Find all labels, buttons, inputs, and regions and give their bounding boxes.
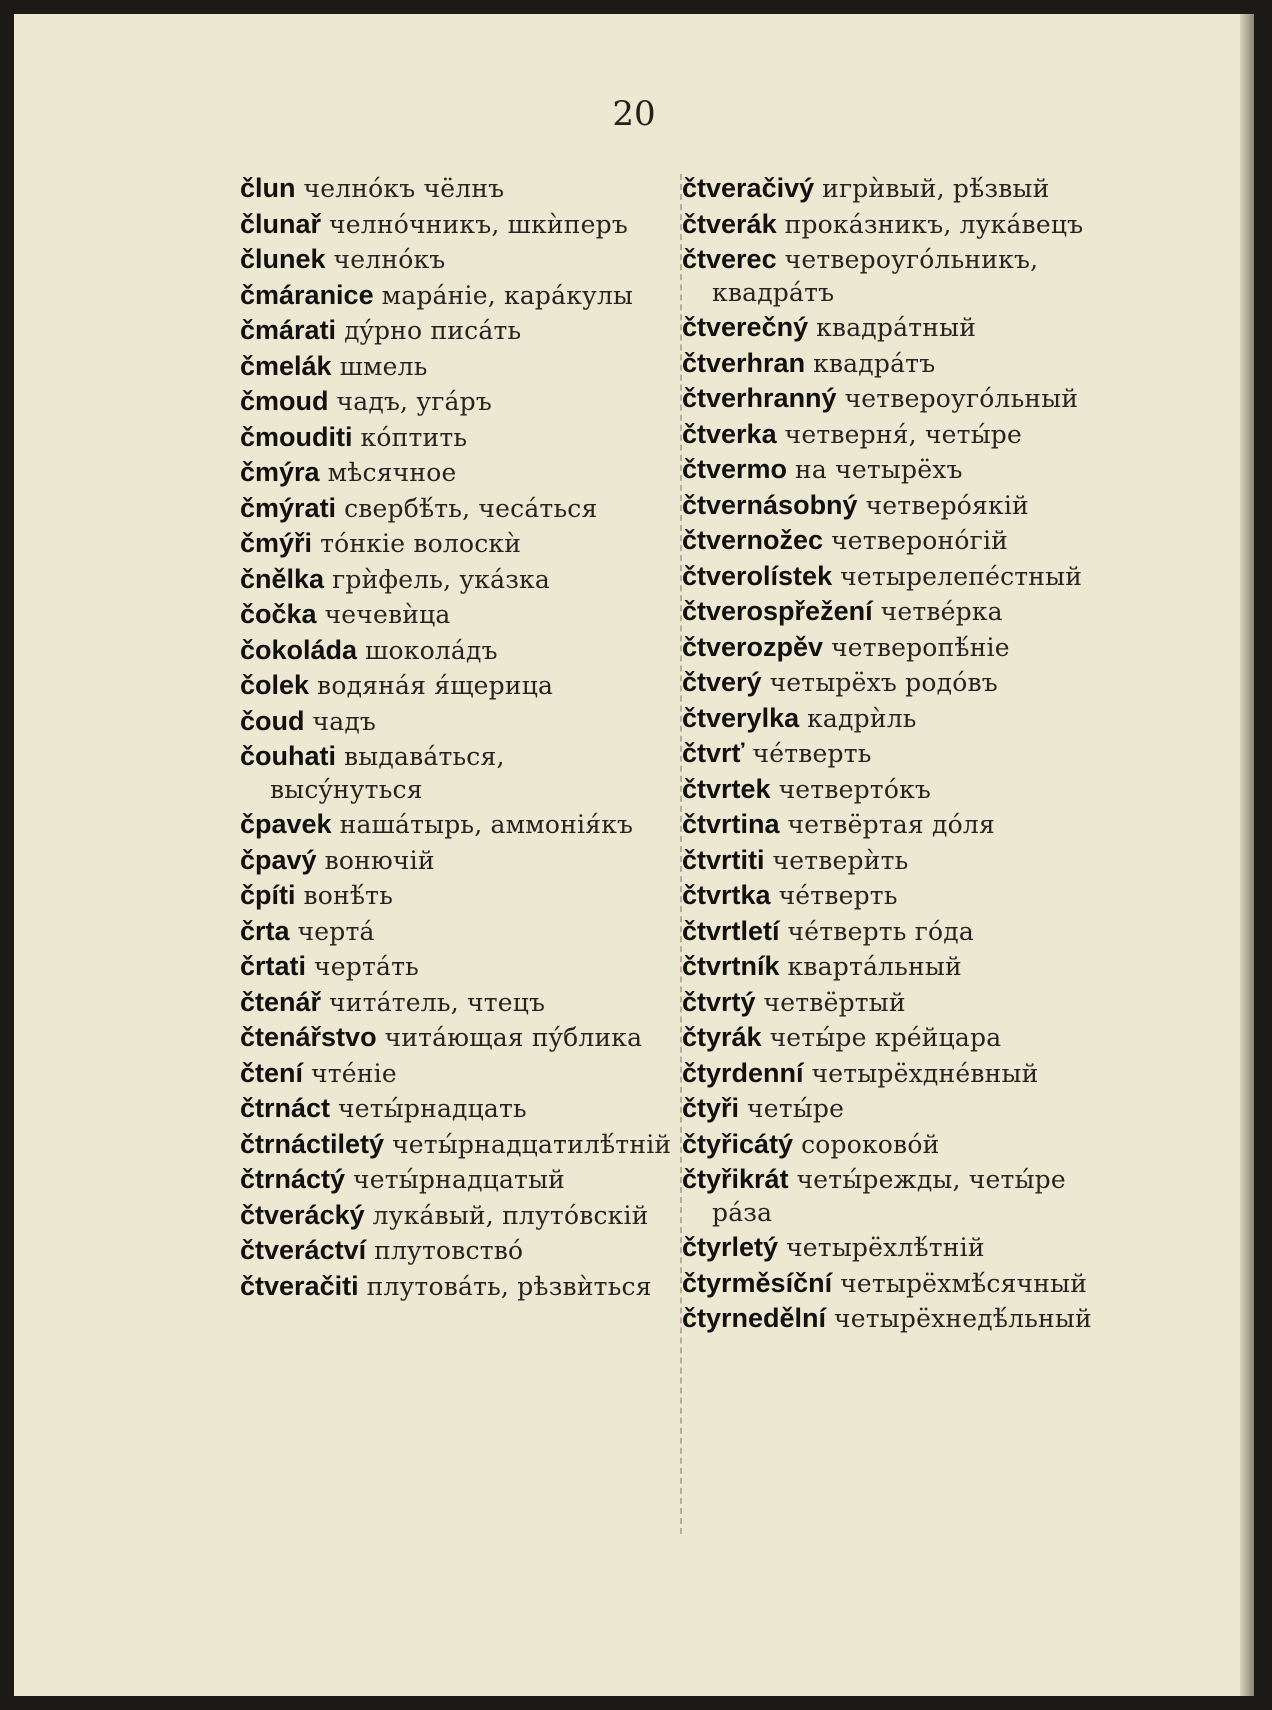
dictionary-entry <box>682 382 1107 416</box>
headword: čtveračivý <box>682 173 815 203</box>
headword: čtyřicátý <box>682 1128 794 1159</box>
dictionary-entry <box>240 208 665 242</box>
dictionary-page <box>14 14 1254 1696</box>
translation: четверѝть <box>772 845 909 875</box>
translation: выдавáться, высýнуться <box>270 742 505 804</box>
translation: четырёхлѣ́тнiй <box>786 1233 985 1262</box>
dictionary-entry <box>240 421 665 455</box>
translation: четы́режды, четы́ре рáза <box>712 1165 1066 1227</box>
translation: чéтверть <box>752 739 872 768</box>
translation: чадъ, угáръ <box>336 387 492 416</box>
headword: člun <box>240 173 296 203</box>
translation: кадрѝль <box>807 703 917 733</box>
headword: čtverácký <box>240 1199 365 1230</box>
dictionary-entry <box>682 1267 1107 1301</box>
dictionary-entry <box>682 879 1107 913</box>
translation: четверня́, четы́ре <box>784 419 1022 449</box>
dictionary-entry <box>240 1163 665 1197</box>
dictionary-entry <box>240 598 665 632</box>
dictionary-entry <box>682 1163 1107 1229</box>
dictionary-entry <box>682 737 1107 771</box>
headword: čtvernožec <box>682 525 824 555</box>
translation: четырелепéстный <box>840 561 1083 591</box>
dictionary-entry <box>240 527 665 561</box>
translation: дýрно писáть <box>344 316 522 345</box>
headword: čmýrati <box>240 492 337 523</box>
dictionary-entry <box>240 844 665 878</box>
headword: čtrnáct <box>240 1093 331 1123</box>
page-number: 20 <box>612 94 656 134</box>
headword: čtrnáctiletý <box>240 1128 385 1159</box>
translation: четверопѣ́нiе <box>831 632 1010 662</box>
headword: čtverozpěv <box>682 631 824 662</box>
dictionary-entry <box>240 669 665 703</box>
translation: чертáть <box>314 952 419 981</box>
headword: čtyřikrát <box>682 1164 789 1194</box>
dictionary-entry <box>682 595 1107 629</box>
headword: čtyři <box>682 1093 740 1123</box>
headword: čpíti <box>240 880 296 910</box>
dictionary-entry <box>682 1231 1107 1265</box>
translation: квадрáтный <box>816 313 977 342</box>
dictionary-entry <box>240 492 665 526</box>
translation: мѣсячное <box>327 458 457 487</box>
translation: кóптить <box>360 422 468 452</box>
dictionary-entry <box>682 915 1107 949</box>
translation: нашáтырь, аммонiя́къ <box>339 810 634 839</box>
headword: čtverka <box>682 418 777 449</box>
translation: на четырёхъ <box>795 455 963 484</box>
translation: челнóчникъ, шкѝперъ <box>329 209 628 239</box>
translation: четырёхъ родóвъ <box>769 668 998 697</box>
headword: čtvrť <box>682 738 745 768</box>
headword: čtverec <box>682 244 777 274</box>
dictionary-entry <box>240 740 665 806</box>
translation: четвёртый <box>763 987 906 1017</box>
translation: марáнiе, карáкулы <box>381 280 634 310</box>
headword: čmoud <box>240 386 329 416</box>
dictionary-entry <box>240 634 665 668</box>
headword: črta <box>240 915 290 946</box>
dictionary-entry <box>240 705 665 739</box>
headword: čmouditi <box>240 421 353 452</box>
headword: čpavek <box>240 809 332 839</box>
dictionary-entry <box>240 1057 665 1091</box>
headword: čtvrtek <box>682 773 771 804</box>
translation: водянáя я́щерица <box>317 671 554 700</box>
dictionary-entry <box>682 208 1107 242</box>
translation: четвероугóльникъ, квадрáтъ <box>712 245 1039 307</box>
headword: čtveračiti <box>240 1270 359 1301</box>
headword: čmelák <box>240 350 332 381</box>
translation: четы́ре крéйцара <box>769 1023 1002 1052</box>
translation: четы́рнадцатый <box>353 1165 566 1194</box>
headword: čoud <box>240 705 305 736</box>
dictionary-entry <box>240 243 665 277</box>
translation: четвертóкъ <box>778 774 932 804</box>
dictionary-entry <box>682 1092 1107 1126</box>
translation: четверóякiй <box>865 490 1029 520</box>
translation: четвёртая дóля <box>787 810 995 839</box>
dictionary-entry <box>240 563 665 597</box>
dictionary-entry <box>682 243 1107 309</box>
dictionary-entry <box>240 456 665 490</box>
dictionary-entry <box>240 1092 665 1126</box>
dictionary-entry <box>240 950 665 984</box>
left-column <box>240 172 672 1305</box>
dictionary-entry <box>240 1270 665 1304</box>
headword: čtverý <box>682 667 762 697</box>
translation: чтéнiе <box>311 1058 397 1088</box>
dictionary-entry <box>240 1128 672 1162</box>
dictionary-entry <box>240 879 665 913</box>
translation: четвероугóльный <box>844 384 1079 413</box>
dictionary-entry <box>240 808 665 842</box>
dictionary-entry <box>240 1234 665 1268</box>
translation: четы́рнадцать <box>338 1094 527 1123</box>
right-column <box>682 172 1107 1338</box>
dictionary-entry <box>240 279 665 313</box>
translation: квадрáтъ <box>813 348 936 378</box>
translation: свербѣ́ть, чесáться <box>344 493 598 523</box>
dictionary-entry <box>682 524 1107 558</box>
dictionary-entry <box>240 314 665 348</box>
dictionary-entry <box>682 631 1107 665</box>
headword: čmárati <box>240 315 337 345</box>
translation: четырёхмѣ́сячный <box>840 1268 1088 1298</box>
headword: čtverhran <box>682 347 806 378</box>
translation: плутовáть, рѣзвѝться <box>366 1271 652 1301</box>
translation: вонѣ́ть <box>303 881 394 910</box>
dictionary-entry <box>682 560 1107 594</box>
headword: čtveráctví <box>240 1235 367 1265</box>
headword: člunař <box>240 208 322 239</box>
headword: čokoláda <box>240 634 358 665</box>
headword: čouhati <box>240 741 337 771</box>
headword: čtyrletý <box>682 1232 779 1262</box>
translation: четвéрка <box>880 597 1003 626</box>
headword: čtyrdenní <box>682 1057 804 1088</box>
headword: čtení <box>240 1057 304 1088</box>
translation: тóнкiе волоскѝ <box>320 529 522 558</box>
headword: čtverhranný <box>682 383 837 413</box>
dictionary-entry <box>682 453 1107 487</box>
dictionary-entry <box>682 1128 1107 1162</box>
headword: čočka <box>240 599 317 629</box>
headword: čpavý <box>240 844 317 875</box>
dictionary-entry <box>682 1057 1107 1091</box>
dictionary-entry <box>240 915 665 949</box>
translation: чéтверть гóда <box>787 916 975 946</box>
headword: čtverylka <box>682 702 800 733</box>
translation: шмель <box>339 351 428 381</box>
headword: čmýři <box>240 528 313 558</box>
dictionary-entry <box>682 808 1107 842</box>
dictionary-entry <box>240 1199 665 1233</box>
headword: čtrnáctý <box>240 1164 346 1194</box>
translation: чéтверть <box>778 881 898 910</box>
translation: читáющая пýблика <box>384 1023 643 1052</box>
headword: čtvermo <box>682 454 788 484</box>
headword: čtyrměsíční <box>682 1267 833 1298</box>
dictionary-entry <box>240 350 665 384</box>
dictionary-entry <box>682 1302 1107 1336</box>
headword: čmáranice <box>240 279 374 310</box>
dictionary-entry <box>682 986 1107 1020</box>
translation: чечевѝца <box>324 600 451 629</box>
translation: четы́рнадцатилѣ́тнiй <box>392 1129 672 1159</box>
translation: лукáвый, плутóвскiй <box>372 1200 649 1230</box>
headword: čtvrtý <box>682 986 756 1017</box>
dictionary-entry <box>682 950 1107 984</box>
dictionary-entry <box>682 418 1107 452</box>
headword: čolek <box>240 670 310 700</box>
dictionary-entry <box>240 172 665 206</box>
translation: чадъ <box>312 706 377 736</box>
translation: челнóкъ <box>333 245 446 274</box>
headword: čtverák <box>682 208 777 239</box>
translation: сороковóй <box>801 1129 940 1159</box>
headword: čtvrtletí <box>682 915 780 946</box>
translation: игрѝвый, рѣ́звый <box>822 174 1050 203</box>
dictionary-entry <box>240 385 665 419</box>
headword: čtvrtiti <box>682 844 765 875</box>
translation: квартáльный <box>787 952 962 981</box>
headword: čtyrák <box>682 1022 762 1052</box>
translation: четырёхднéвный <box>811 1058 1039 1088</box>
headword: čtverečný <box>682 312 809 342</box>
headword: čtverospřežení <box>682 596 873 626</box>
dictionary-entry <box>682 666 1107 700</box>
dictionary-entry <box>682 347 1107 381</box>
translation: читáтель, чтецъ <box>329 987 546 1017</box>
translation: вонючiй <box>324 845 435 875</box>
headword: čtvernásobný <box>682 489 858 520</box>
headword: čmýra <box>240 457 320 487</box>
translation: шоколáдъ <box>365 635 498 665</box>
translation: грѝфель, укáзка <box>332 564 550 594</box>
dictionary-entry <box>682 844 1107 878</box>
translation: прокáзникъ, лукáвецъ <box>784 209 1084 239</box>
translation: челнóкъ чёлнъ <box>303 174 505 203</box>
translation: чертá <box>297 916 375 946</box>
dictionary-entry <box>682 311 1107 345</box>
dictionary-entry <box>682 773 1107 807</box>
headword: črtati <box>240 951 307 981</box>
headword: čnělka <box>240 563 325 594</box>
translation: четверонóгiй <box>831 526 1009 555</box>
dictionary-entry <box>240 1021 665 1055</box>
headword: čtenářstvo <box>240 1022 377 1052</box>
dictionary-entry <box>682 1021 1107 1055</box>
headword: čtvrtník <box>682 951 780 981</box>
headword: čtenář <box>240 986 322 1017</box>
dictionary-entry <box>682 489 1107 523</box>
headword: čtvrtka <box>682 880 771 910</box>
headword: čtyrnedělní <box>682 1303 827 1333</box>
dictionary-entry <box>682 172 1107 206</box>
dictionary-entry <box>682 702 1107 736</box>
dictionary-entry <box>240 986 665 1020</box>
headword: člunek <box>240 244 326 274</box>
headword: čtverolístek <box>682 560 833 591</box>
translation: плутовствó <box>374 1236 524 1265</box>
translation: четырёхнедѣ́льный <box>834 1304 1092 1333</box>
page-spine-shadow <box>1240 14 1254 1696</box>
translation: четы́ре <box>747 1094 845 1123</box>
headword: čtvrtina <box>682 809 780 839</box>
